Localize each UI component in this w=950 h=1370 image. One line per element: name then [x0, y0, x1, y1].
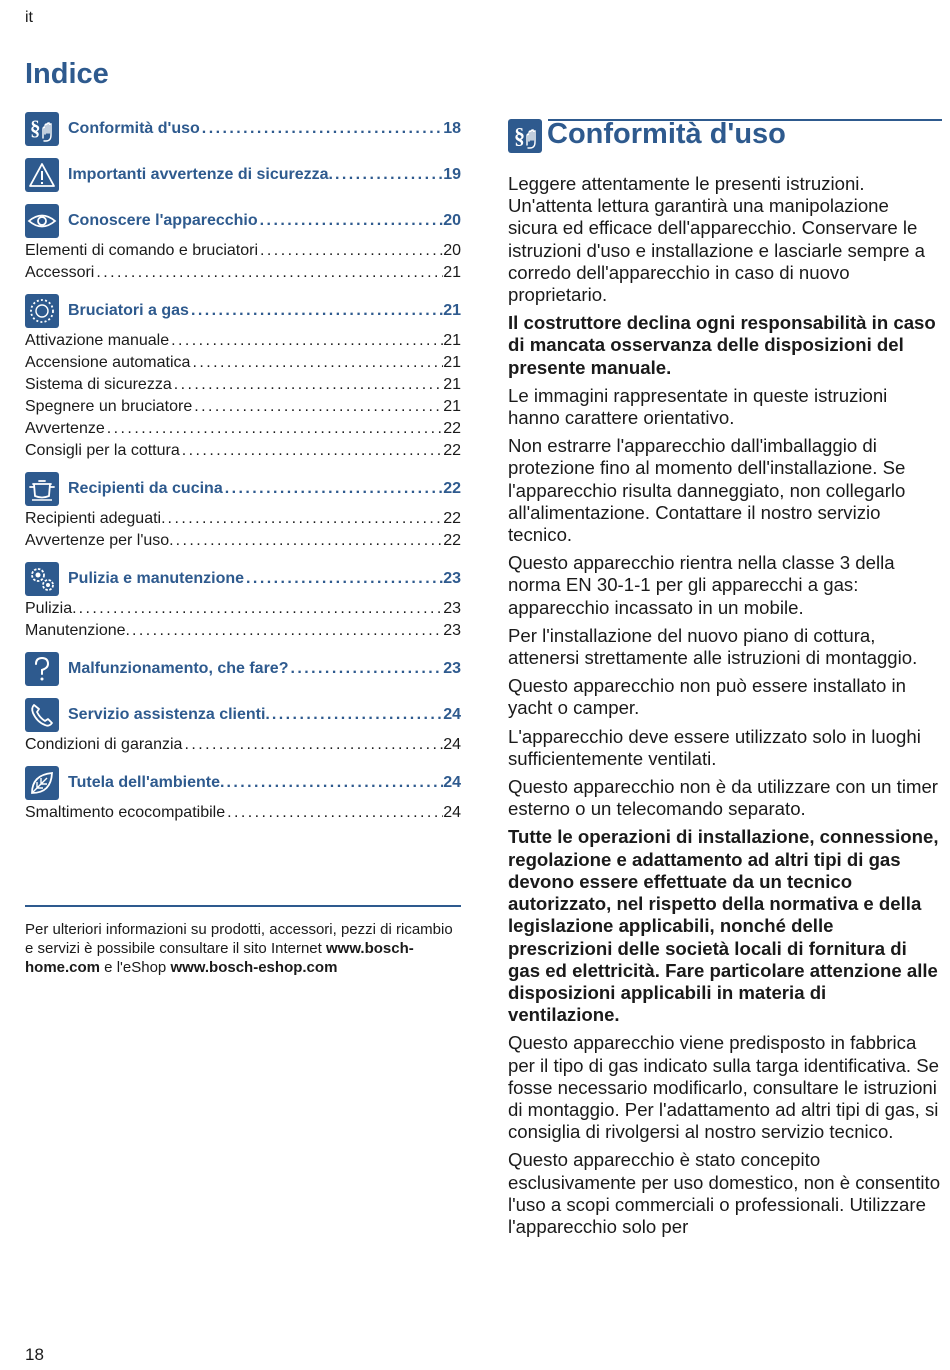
conformity-title: Conformità d'uso: [547, 118, 786, 150]
toc-subentry[interactable]: [25, 598, 461, 620]
toc-subentry-label: Accessori: [25, 264, 95, 281]
toc-subentry-line: [25, 420, 461, 438]
language-code: it: [25, 9, 33, 26]
conformity-body: [508, 173, 942, 1244]
toc-subentry-page: 21: [443, 354, 461, 371]
toc-leader-dots: [130, 622, 443, 640]
toc-subentry-page: 23: [443, 622, 461, 639]
toc-subentry-line: [25, 804, 461, 822]
toc-subentry[interactable]: [25, 262, 461, 284]
paragraph: L'apparecchio deve essere utilizzato solo in luoghi sufficientemente ventilati.: [508, 725, 921, 769]
toc-section[interactable]: [25, 560, 461, 598]
toc-subentry[interactable]: [25, 352, 461, 374]
toc-subentry-label: Manutenzione.: [25, 622, 130, 639]
toc-section-line: [68, 166, 461, 184]
toc-section-line: [68, 706, 461, 724]
toc-subentry-label: Avvertenze: [25, 420, 105, 437]
toc-subentry-label: Attivazione manuale: [25, 332, 170, 349]
toc-subentry-label: Avvertenze per l'uso.: [25, 532, 174, 549]
further-info: [25, 920, 461, 977]
toc-section-title: Pulizia e manutenzione: [68, 570, 245, 587]
toc-subentry-line: [25, 264, 461, 282]
toc-section-line: [68, 480, 461, 498]
toc-subentry-page: 21: [443, 376, 461, 393]
paragraph: Non estrarre l'apparecchio dall'imballaggio di protezione fino al momento dell'installazione. Se l'apparecchio risulta danneggiato, non collegarlo all'alimentazione. Contattare il nostro servizio tecnico.: [508, 435, 906, 546]
toc-subentry-line: [25, 600, 461, 618]
eshop-link[interactable]: www.bosch-eshop.com: [170, 959, 338, 976]
eye-icon: [25, 204, 59, 238]
toc-leader-dots: [77, 600, 444, 618]
toc-leader-dots: [105, 420, 443, 438]
toc-section-page: 19: [443, 166, 461, 183]
leaf-icon: [25, 766, 59, 800]
toc-section[interactable]: [25, 110, 461, 148]
toc-subentry[interactable]: [25, 508, 461, 530]
toc-subentry[interactable]: [25, 734, 461, 756]
phone-handset-icon: [25, 698, 59, 732]
toc-subentry-label: Elementi di comando e bruciatori: [25, 242, 259, 259]
toc-section-title: Malfunzionamento, che fare?: [68, 660, 289, 677]
section-conformity-icon: [25, 112, 59, 146]
svg-text:§: §: [30, 116, 41, 140]
toc-leader-dots: [270, 706, 443, 724]
toc-section-page: 24: [443, 706, 461, 723]
toc-section-line: [68, 302, 461, 320]
toc-subentry-page: 24: [443, 804, 461, 821]
toc-section-title: Importanti avvertenze di sicurezza.: [68, 166, 333, 183]
cookware-pot-icon: [25, 472, 59, 506]
toc-subentry-label: Smaltimento ecocompatibile: [25, 804, 226, 821]
toc-subentry[interactable]: [25, 396, 461, 418]
toc-leader-dots: [169, 332, 443, 350]
paragraph: Per l'installazione del nuovo piano di cottura, attenersi strettamente alle istruzioni di montaggio.: [508, 624, 918, 669]
svg-text:§: §: [514, 123, 525, 148]
toc-leader-dots: [200, 120, 443, 138]
toc-subentry[interactable]: [25, 440, 461, 462]
toc-section-page: 18: [443, 120, 461, 137]
toc-section-line: [68, 660, 461, 678]
toc-section-page: 21: [443, 302, 461, 319]
toc-subentry-line: [25, 532, 461, 550]
conformity-header: [508, 116, 942, 158]
cleaning-gears-icon: [25, 562, 59, 596]
toc-section-page: 24: [443, 774, 461, 791]
toc-subentry-label: Sistema di sicurezza: [25, 376, 172, 393]
toc-subentry-label: Condizioni di garanzia: [25, 736, 183, 753]
toc-leader-dots: [258, 242, 443, 260]
toc-subentry-page: 22: [443, 532, 461, 549]
toc-subentry-page: 21: [443, 264, 461, 281]
toc-leader-dots: [258, 212, 444, 230]
divider: [25, 905, 461, 907]
toc-section-page: 23: [443, 570, 461, 587]
toc-section-page: 23: [443, 660, 461, 677]
toc-section[interactable]: [25, 202, 461, 240]
website-link[interactable]: www.bosch-home.com: [25, 940, 414, 976]
toc-leader-dots: [224, 774, 443, 792]
warning-triangle-icon: [25, 158, 59, 192]
toc-leader-dots: [288, 660, 443, 678]
table-of-contents: [25, 110, 461, 824]
bold-paragraph: Tutte le operazioni di installazione, connessione, regolazione e adattamento ad altri tipi di gas devono essere effettuate da un tecnico autorizzato, nel rispetto della normativa e della legislazione applicabili, nonché delle prescrizioni delle società locali di fornitura di gas ed elettricità. Fare particolare attenzione alle disposizioni applicabili in materia di ventilazione.: [508, 826, 939, 1026]
toc-subentry-line: [25, 354, 461, 372]
toc-subentry-label: Recipienti adeguati.: [25, 510, 166, 527]
toc-subentry[interactable]: [25, 374, 461, 396]
gas-burner-icon: [25, 294, 59, 328]
bold-paragraph: Il costruttore declina ogni responsabilità in caso di mancata osservanza delle disposizioni del presente manuale.: [508, 312, 936, 378]
toc-subentry-line: [25, 510, 461, 528]
paragraph: Questo apparecchio non è da utilizzare con un timer esterno o un telecomando separato.: [508, 776, 938, 820]
section-conformity-icon: [508, 119, 542, 153]
paragraph: Leggere attentamente le presenti istruzioni. Un'attenta lettura garantirà una manipolazione sicura ed efficace dell'apparecchio. Conservare le istruzioni d'uso e installazione e lasciarle sempre a corredo dell'apparecchio in caso di nuovo proprietario.: [508, 173, 925, 306]
toc-subentry[interactable]: [25, 620, 461, 642]
toc-subentry-page: 23: [443, 600, 461, 617]
index-title: Indice: [25, 58, 109, 90]
toc-section-line: [68, 570, 461, 588]
toc-leader-dots: [192, 398, 443, 416]
toc-section-title: Conoscere l'apparecchio: [68, 212, 258, 229]
toc-subentry-line: [25, 332, 461, 350]
toc-subentry-page: 22: [443, 420, 461, 437]
paragraph: Questo apparecchio viene predisposto in fabbrica per il tipo di gas indicato sulla targa identificativa. Se fosse necessario modificarlo, consultare le istruzioni di montaggio. Per l'adattamento ad altri tipi di gas, si consiglia di rivolgersi al nostro servizio tecnico.: [508, 1032, 939, 1143]
toc-subentry-line: [25, 398, 461, 416]
toc-leader-dots: [172, 376, 443, 394]
toc-leader-dots: [166, 510, 444, 528]
toc-section-line: [68, 774, 461, 792]
toc-section-page: 22: [443, 480, 461, 497]
toc-subentry-page: 22: [443, 510, 461, 527]
toc-section[interactable]: [25, 650, 461, 688]
toc-subentry-line: [25, 622, 461, 640]
toc-subentry-page: 24: [443, 736, 461, 753]
toc-section-title: Conformità d'uso: [68, 120, 200, 137]
toc-subentry[interactable]: [25, 330, 461, 352]
toc-subentry[interactable]: [25, 240, 461, 262]
toc-section-title: Recipienti da cucina: [68, 480, 223, 497]
toc-section[interactable]: [25, 764, 461, 802]
toc-leader-dots: [190, 354, 443, 372]
toc-section-page: 20: [443, 212, 461, 229]
toc-subentry-page: 21: [443, 398, 461, 415]
toc-leader-dots: [182, 736, 443, 754]
toc-subentry[interactable]: [25, 418, 461, 440]
toc-subentry-line: [25, 242, 461, 260]
toc-section-line: [68, 212, 461, 230]
toc-leader-dots: [223, 480, 443, 498]
toc-subentry-line: [25, 442, 461, 460]
toc-leader-dots: [94, 264, 443, 282]
paragraph: Questo apparecchio rientra nella classe 3 della norma EN 30-1-1 per gli apparecchi a gas: apparecchio incassato in un mobile.: [508, 552, 895, 618]
toc-subentry-label: Consigli per la cottura: [25, 442, 180, 459]
question-mark-icon: [25, 652, 59, 686]
toc-section[interactable]: [25, 470, 461, 508]
paragraph: Questo apparecchio non può essere installato in yacht o camper.: [508, 675, 906, 719]
toc-section-title: Tutela dell'ambiente.: [68, 774, 225, 791]
toc-section-line: [68, 120, 461, 138]
toc-leader-dots: [333, 166, 443, 184]
toc-subentry-page: 20: [443, 242, 461, 259]
toc-leader-dots: [189, 302, 443, 320]
toc-subentry-label: Pulizia.: [25, 600, 77, 617]
further-info-text: Per ulteriori informazioni su prodotti, accessori, pezzi di ricambio e servizi è possibile consultare il sito Internet: [25, 921, 453, 957]
toc-subentry-line: [25, 736, 461, 754]
toc-section[interactable]: [25, 696, 461, 734]
toc-subentry[interactable]: [25, 802, 461, 824]
toc-subentry-line: [25, 376, 461, 394]
paragraph: Questo apparecchio è stato concepito esclusivamente per uso domestico, non è consentito l'uso a scopi commerciali o professionali. Utilizzare l'apparecchio solo per: [508, 1149, 941, 1237]
toc-subentry-label: Spegnere un bruciatore: [25, 398, 193, 415]
toc-section[interactable]: [25, 292, 461, 330]
toc-subentry[interactable]: [25, 530, 461, 552]
toc-leader-dots: [244, 570, 443, 588]
toc-section[interactable]: [25, 156, 461, 194]
toc-subentry-page: 21: [443, 332, 461, 349]
toc-leader-dots: [180, 442, 443, 460]
toc-subentry-label: Accensione automatica: [25, 354, 191, 371]
further-info-mid: e l'eShop: [100, 959, 171, 976]
toc-subentry-page: 22: [443, 442, 461, 459]
toc-leader-dots: [225, 804, 443, 822]
toc-leader-dots: [174, 532, 444, 550]
toc-section-title: Servizio assistenza clienti.: [68, 706, 270, 723]
page-number: 18: [25, 1345, 44, 1364]
toc-section-title: Bruciatori a gas: [68, 302, 189, 319]
paragraph: Le immagini rappresentate in queste istruzioni hanno carattere orientativo.: [508, 384, 888, 429]
